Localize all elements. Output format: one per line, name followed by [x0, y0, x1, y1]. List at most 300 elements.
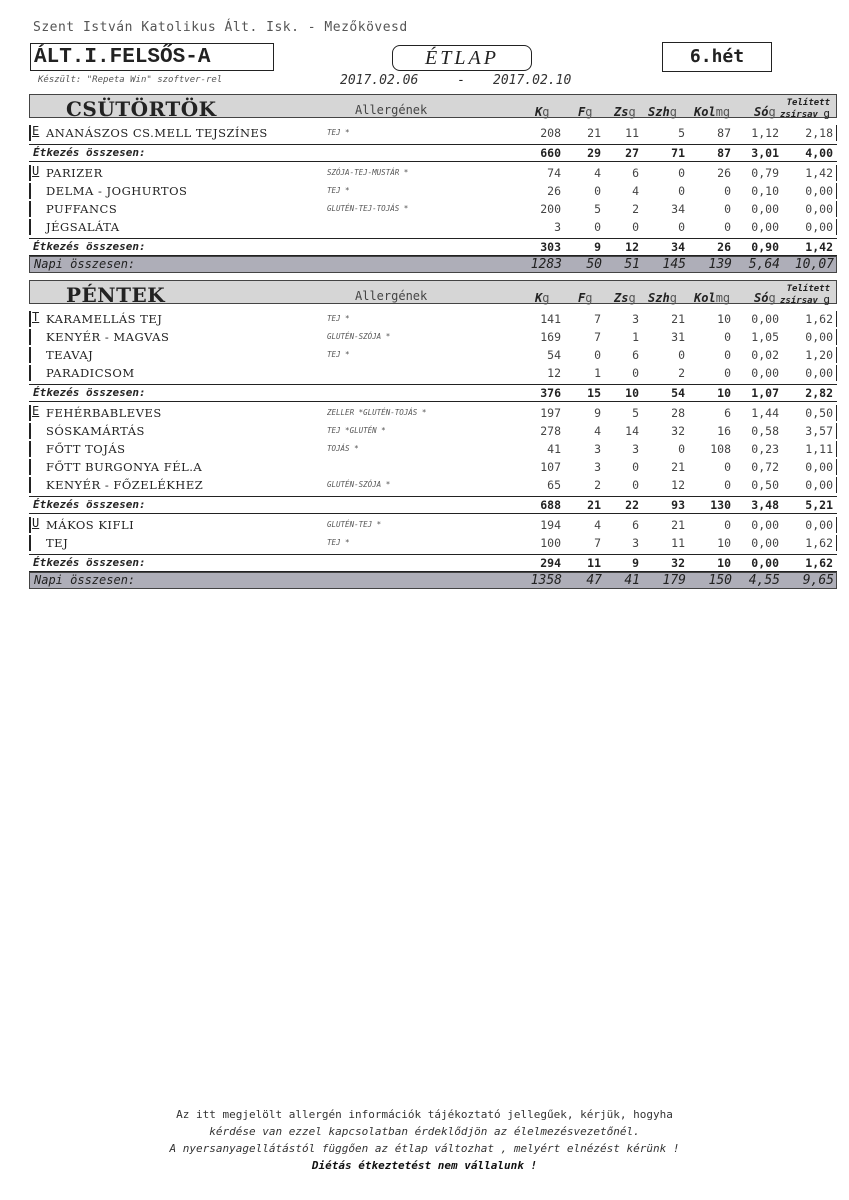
- value-cell: 9: [594, 240, 601, 254]
- value-cell: 2: [594, 478, 601, 492]
- column-header: Szhg: [648, 291, 677, 305]
- table-row: [29, 218, 837, 236]
- value-cell: 1,07: [751, 386, 779, 400]
- meal-total-row: [29, 238, 837, 256]
- column-header: Kg: [535, 105, 550, 119]
- value-cell: 0,00: [805, 184, 833, 198]
- value-cell: 0,00: [805, 330, 833, 344]
- column-unit: g: [628, 291, 636, 305]
- value-cell: 6: [632, 348, 639, 362]
- value-cell: 208: [540, 126, 561, 140]
- value-cell: 303: [540, 240, 561, 254]
- meal-code: U: [32, 164, 40, 178]
- column-unit: g: [823, 107, 830, 120]
- row-border: [29, 183, 31, 199]
- value-cell: 3: [632, 312, 639, 326]
- value-cell: 0,79: [751, 166, 779, 180]
- value-cell: 0: [632, 220, 639, 234]
- date-from: 2017.02.06: [340, 73, 419, 88]
- daily-total-row: [29, 256, 837, 273]
- value-cell: 54: [547, 348, 561, 362]
- table-row: [29, 422, 837, 440]
- day-name: CSÜTÖRTÖK: [66, 97, 217, 121]
- value-cell: 34: [671, 202, 685, 216]
- column-header: Zsg: [614, 291, 636, 305]
- value-cell: 197: [540, 406, 561, 420]
- value-cell: 0,00: [751, 312, 779, 326]
- column-unit: g: [768, 291, 776, 305]
- saturated-line-2: zsírsav g: [780, 107, 830, 120]
- dish-name: MÁKOS KIFLI: [46, 518, 135, 532]
- value-cell: 0: [632, 460, 639, 474]
- value-cell: 29: [587, 146, 601, 160]
- dish-name: TEJ: [46, 536, 69, 550]
- value-cell: 47: [586, 573, 602, 588]
- day-header: [29, 280, 837, 307]
- value-cell: 278: [540, 424, 561, 438]
- value-cell: 0: [678, 348, 685, 362]
- row-border: [29, 459, 31, 475]
- row-border: [836, 441, 838, 457]
- value-cell: 169: [540, 330, 561, 344]
- value-cell: 10: [717, 536, 731, 550]
- column-unit: g: [628, 105, 636, 119]
- row-border: [29, 311, 31, 327]
- value-cell: 27: [625, 146, 639, 160]
- saturated-line-1: Telített: [786, 98, 830, 108]
- meal-total-label: Étkezés összesen:: [33, 240, 146, 253]
- value-cell: 0,02: [751, 348, 779, 362]
- row-border: [836, 201, 838, 217]
- value-cell: 0,90: [751, 240, 779, 254]
- value-cell: 34: [671, 240, 685, 254]
- table-row: [29, 516, 837, 534]
- value-cell: 0: [632, 366, 639, 380]
- dish-name: SÓSKAMÁRTÁS: [46, 424, 145, 438]
- value-cell: 688: [540, 498, 561, 512]
- value-cell: 145: [662, 257, 686, 272]
- week-label: 6.hét: [662, 42, 772, 72]
- date-to: 2017.02.10: [493, 73, 572, 88]
- value-cell: 12: [547, 366, 561, 380]
- row-border: [29, 517, 31, 533]
- dish-allergens: ZELLER *GLUTÉN-TOJÁS *: [327, 408, 427, 417]
- table-row: [29, 440, 837, 458]
- column-header-saturated: [780, 98, 830, 120]
- value-cell: 31: [671, 330, 685, 344]
- day-header: [29, 94, 837, 121]
- column-unit: g: [823, 293, 830, 306]
- value-cell: 3: [632, 442, 639, 456]
- table-row: [29, 364, 837, 382]
- dish-name: FŐTT BURGONYA FÉL.A: [46, 460, 203, 474]
- meal-code: E: [32, 124, 40, 138]
- value-cell: 4: [594, 166, 601, 180]
- saturated-line-2: zsírsav g: [780, 293, 830, 306]
- row-border: [29, 441, 31, 457]
- row-border: [836, 125, 838, 141]
- row-border: [836, 365, 838, 381]
- table-row: [29, 182, 837, 200]
- value-cell: 51: [624, 257, 640, 272]
- column-header: Sóg: [754, 105, 776, 119]
- value-cell: 16: [717, 424, 731, 438]
- row-border: [29, 535, 31, 551]
- column-unit: g: [669, 105, 677, 119]
- table-row: [29, 164, 837, 182]
- daily-total-label: Napi összesen:: [34, 573, 136, 587]
- table-row: [29, 404, 837, 422]
- value-cell: 1,05: [751, 330, 779, 344]
- row-border: [836, 311, 838, 327]
- column-unit: g: [768, 105, 776, 119]
- table-row: [29, 200, 837, 218]
- table-row: [29, 310, 837, 328]
- value-cell: 10: [717, 556, 731, 570]
- value-cell: 1,62: [805, 556, 833, 570]
- value-cell: 1: [632, 330, 639, 344]
- column-header-saturated: [780, 284, 830, 306]
- meal-total-label: Étkezés összesen:: [33, 556, 146, 569]
- value-cell: 0,00: [751, 202, 779, 216]
- table-row: [29, 476, 837, 494]
- value-cell: 0: [724, 518, 731, 532]
- day-name: PÉNTEK: [66, 283, 166, 307]
- dish-name: KENYÉR - MAGVAS: [46, 330, 170, 344]
- dish-allergens: TEJ *: [327, 128, 350, 137]
- value-cell: 0: [678, 166, 685, 180]
- value-cell: 130: [710, 498, 731, 512]
- value-cell: 10: [625, 386, 639, 400]
- dish-name: PUFFANCS: [46, 202, 118, 216]
- value-cell: 0: [724, 478, 731, 492]
- meal-code: U: [32, 516, 40, 530]
- value-cell: 9: [594, 406, 601, 420]
- meal-code: T: [32, 310, 40, 324]
- value-cell: 141: [540, 312, 561, 326]
- value-cell: 5: [632, 406, 639, 420]
- row-border: [836, 329, 838, 345]
- dish-allergens: SZÓJA-TEJ-MUSTÁR *: [327, 168, 409, 177]
- dish-name: DELMA - JOGHURTOS: [46, 184, 188, 198]
- dish-name: TEAVAJ: [46, 348, 94, 362]
- value-cell: 0,00: [805, 220, 833, 234]
- value-cell: 32: [671, 556, 685, 570]
- value-cell: 3: [632, 536, 639, 550]
- value-cell: 6: [632, 518, 639, 532]
- dish-allergens: TEJ *GLUTÉN *: [327, 426, 386, 435]
- value-cell: 7: [594, 330, 601, 344]
- value-cell: 4: [594, 424, 601, 438]
- value-cell: 660: [540, 146, 561, 160]
- row-border: [836, 165, 838, 181]
- value-cell: 0,00: [751, 518, 779, 532]
- value-cell: 21: [671, 312, 685, 326]
- table-row: [29, 458, 837, 476]
- value-cell: 179: [662, 573, 686, 588]
- row-border: [29, 201, 31, 217]
- menu-title: ÉTLAP: [392, 45, 532, 71]
- row-border: [836, 517, 838, 533]
- value-cell: 4: [632, 184, 639, 198]
- value-cell: 26: [717, 240, 731, 254]
- value-cell: 6: [632, 166, 639, 180]
- value-cell: 15: [587, 386, 601, 400]
- value-cell: 0,23: [751, 442, 779, 456]
- row-border: [29, 329, 31, 345]
- value-cell: 14: [625, 424, 639, 438]
- dish-name: FEHÉRBABLEVES: [46, 406, 162, 420]
- value-cell: 0,00: [751, 556, 779, 570]
- value-cell: 0: [724, 330, 731, 344]
- value-cell: 3: [594, 460, 601, 474]
- meal-total-label: Étkezés összesen:: [33, 146, 146, 159]
- value-cell: 0,00: [805, 460, 833, 474]
- dish-name: KARAMELLÁS TEJ: [46, 312, 163, 326]
- column-unit: mg: [715, 105, 731, 119]
- value-cell: 5: [594, 202, 601, 216]
- footer-line-3: A nyersanyagellátástól függően az étlap változhat , melyért elnézést kérünk !: [169, 1142, 680, 1155]
- dish-allergens: TOJÁS *: [327, 444, 359, 453]
- value-cell: 1,42: [805, 240, 833, 254]
- table-row: [29, 534, 837, 552]
- value-cell: 3,57: [805, 424, 833, 438]
- value-cell: 50: [586, 257, 602, 272]
- dish-allergens: TEJ *: [327, 350, 350, 359]
- value-cell: 5,64: [748, 257, 780, 272]
- meal-total-row: [29, 144, 837, 162]
- value-cell: 32: [671, 424, 685, 438]
- value-cell: 0,00: [805, 366, 833, 380]
- value-cell: 0,00: [751, 220, 779, 234]
- row-border: [29, 365, 31, 381]
- row-border: [29, 165, 31, 181]
- value-cell: 0: [594, 348, 601, 362]
- value-cell: 0: [594, 184, 601, 198]
- value-cell: 0: [724, 348, 731, 362]
- value-cell: 4: [594, 518, 601, 532]
- value-cell: 0,00: [751, 366, 779, 380]
- value-cell: 74: [547, 166, 561, 180]
- value-cell: 194: [540, 518, 561, 532]
- meal-code: E: [32, 404, 40, 418]
- value-cell: 0: [724, 366, 731, 380]
- value-cell: 28: [671, 406, 685, 420]
- value-cell: 1358: [530, 573, 562, 588]
- value-cell: 0,72: [751, 460, 779, 474]
- value-cell: 1283: [530, 257, 562, 272]
- value-cell: 2,18: [805, 126, 833, 140]
- value-cell: 12: [625, 240, 639, 254]
- value-cell: 6: [724, 406, 731, 420]
- value-cell: 107: [540, 460, 561, 474]
- footer-line-2: kérdése van ezzel kapcsolatban érdeklődjön az élelmezésvezetőnél.: [209, 1125, 640, 1138]
- dish-allergens: GLUTÉN-TEJ-TOJÁS *: [327, 204, 409, 213]
- row-border: [836, 459, 838, 475]
- value-cell: 21: [587, 126, 601, 140]
- value-cell: 3: [554, 220, 561, 234]
- value-cell: 3,01: [751, 146, 779, 160]
- allergens-header: Allergének: [355, 289, 428, 303]
- value-cell: 71: [671, 146, 685, 160]
- value-cell: 1,44: [751, 406, 779, 420]
- value-cell: 12: [671, 478, 685, 492]
- dish-name: ANANÁSZOS CS.MELL TEJSZÍNES: [46, 126, 268, 140]
- row-border: [836, 535, 838, 551]
- value-cell: 65: [547, 478, 561, 492]
- value-cell: 0: [632, 478, 639, 492]
- value-cell: 150: [708, 573, 732, 588]
- dish-name: KENYÉR - FŐZELÉKHEZ: [46, 478, 204, 492]
- value-cell: 41: [547, 442, 561, 456]
- value-cell: 294: [540, 556, 561, 570]
- value-cell: 1,62: [805, 312, 833, 326]
- value-cell: 7: [594, 312, 601, 326]
- value-cell: 4,55: [748, 573, 780, 588]
- column-unit: g: [542, 105, 550, 119]
- value-cell: 3: [594, 442, 601, 456]
- school-name: Szent István Katolikus Ált. Isk. - Mezőkövesd: [33, 20, 408, 35]
- value-cell: 1,62: [805, 536, 833, 550]
- dish-name: JÉGSALÁTA: [46, 220, 120, 234]
- value-cell: 0: [678, 442, 685, 456]
- value-cell: 26: [717, 166, 731, 180]
- column-unit: g: [669, 291, 677, 305]
- column-header: Fg: [578, 105, 593, 119]
- value-cell: 0,00: [805, 478, 833, 492]
- value-cell: 4,00: [805, 146, 833, 160]
- column-header: Sóg: [754, 291, 776, 305]
- column-unit: mg: [715, 291, 731, 305]
- row-border: [836, 423, 838, 439]
- value-cell: 1,12: [751, 126, 779, 140]
- table-row: [29, 124, 837, 142]
- class-name: ÁLT.I.FELSŐS-A: [30, 43, 274, 71]
- meal-total-label: Étkezés összesen:: [33, 386, 146, 399]
- value-cell: 21: [671, 518, 685, 532]
- value-cell: 2: [632, 202, 639, 216]
- value-cell: 0: [724, 184, 731, 198]
- value-cell: 0,00: [751, 536, 779, 550]
- row-border: [836, 477, 838, 493]
- column-unit: g: [585, 105, 593, 119]
- value-cell: 87: [717, 146, 731, 160]
- date-separator: -: [457, 73, 465, 88]
- value-cell: 0,50: [751, 478, 779, 492]
- row-border: [29, 477, 31, 493]
- dish-name: PARADICSOM: [46, 366, 135, 380]
- value-cell: 0: [724, 220, 731, 234]
- value-cell: 0: [678, 184, 685, 198]
- value-cell: 10: [717, 312, 731, 326]
- value-cell: 5: [678, 126, 685, 140]
- daily-total-label: Napi összesen:: [34, 257, 136, 271]
- row-border: [29, 423, 31, 439]
- row-border: [836, 219, 838, 235]
- column-header: Kg: [535, 291, 550, 305]
- value-cell: 0: [678, 220, 685, 234]
- value-cell: 10,07: [794, 257, 834, 272]
- value-cell: 200: [540, 202, 561, 216]
- value-cell: 108: [710, 442, 731, 456]
- row-border: [29, 405, 31, 421]
- column-unit: g: [542, 291, 550, 305]
- row-border: [836, 347, 838, 363]
- value-cell: 11: [587, 556, 601, 570]
- value-cell: 2,82: [805, 386, 833, 400]
- value-cell: 3,48: [751, 498, 779, 512]
- value-cell: 26: [547, 184, 561, 198]
- value-cell: 0,50: [805, 406, 833, 420]
- meal-total-label: Étkezés összesen:: [33, 498, 146, 511]
- value-cell: 0,00: [805, 518, 833, 532]
- value-cell: 0,00: [805, 202, 833, 216]
- value-cell: 10: [717, 386, 731, 400]
- value-cell: 21: [671, 460, 685, 474]
- column-header: Kolmg: [694, 291, 731, 305]
- footer-line-1: Az itt megjelölt allergén információk tájékoztató jellegűek, kérjük, hogyha: [176, 1108, 673, 1121]
- saturated-line-1: Telített: [786, 284, 830, 294]
- meal-total-row: [29, 496, 837, 514]
- dish-allergens: TEJ *: [327, 538, 350, 547]
- dish-allergens: GLUTÉN-SZÓJA *: [327, 480, 391, 489]
- value-cell: 0: [724, 460, 731, 474]
- value-cell: 9,65: [802, 573, 834, 588]
- value-cell: 7: [594, 536, 601, 550]
- daily-total-row: [29, 572, 837, 589]
- value-cell: 0: [594, 220, 601, 234]
- row-border: [29, 125, 31, 141]
- dish-allergens: TEJ *: [327, 314, 350, 323]
- value-cell: 0: [724, 202, 731, 216]
- value-cell: 0,58: [751, 424, 779, 438]
- value-cell: 2: [678, 366, 685, 380]
- value-cell: 21: [587, 498, 601, 512]
- value-cell: 376: [540, 386, 561, 400]
- value-cell: 22: [625, 498, 639, 512]
- row-border: [836, 183, 838, 199]
- meal-total-row: [29, 554, 837, 572]
- row-border: [29, 347, 31, 363]
- value-cell: 87: [717, 126, 731, 140]
- dish-allergens: GLUTÉN-TEJ *: [327, 520, 382, 529]
- dish-name: FŐTT TOJÁS: [46, 442, 126, 456]
- dish-name: PARIZER: [46, 166, 103, 180]
- table-row: [29, 346, 837, 364]
- column-header: Kolmg: [694, 105, 731, 119]
- meal-total-row: [29, 384, 837, 402]
- value-cell: 0,10: [751, 184, 779, 198]
- value-cell: 1: [594, 366, 601, 380]
- value-cell: 11: [625, 126, 639, 140]
- row-border: [836, 405, 838, 421]
- column-header: Fg: [578, 291, 593, 305]
- value-cell: 1,42: [805, 166, 833, 180]
- column-header: Szhg: [648, 105, 677, 119]
- value-cell: 93: [671, 498, 685, 512]
- software-note: Készült: "Repeta Win" szoftver-rel: [38, 75, 223, 85]
- column-header: Zsg: [614, 105, 636, 119]
- footer-notes: [0, 1106, 849, 1174]
- value-cell: 9: [632, 556, 639, 570]
- dish-allergens: GLUTÉN-SZÓJA *: [327, 332, 391, 341]
- column-unit: g: [585, 291, 593, 305]
- value-cell: 139: [708, 257, 732, 272]
- table-row: [29, 328, 837, 346]
- dish-allergens: TEJ *: [327, 186, 350, 195]
- value-cell: 54: [671, 386, 685, 400]
- footer-line-4: Diétás étkeztetést nem vállalunk !: [311, 1159, 538, 1172]
